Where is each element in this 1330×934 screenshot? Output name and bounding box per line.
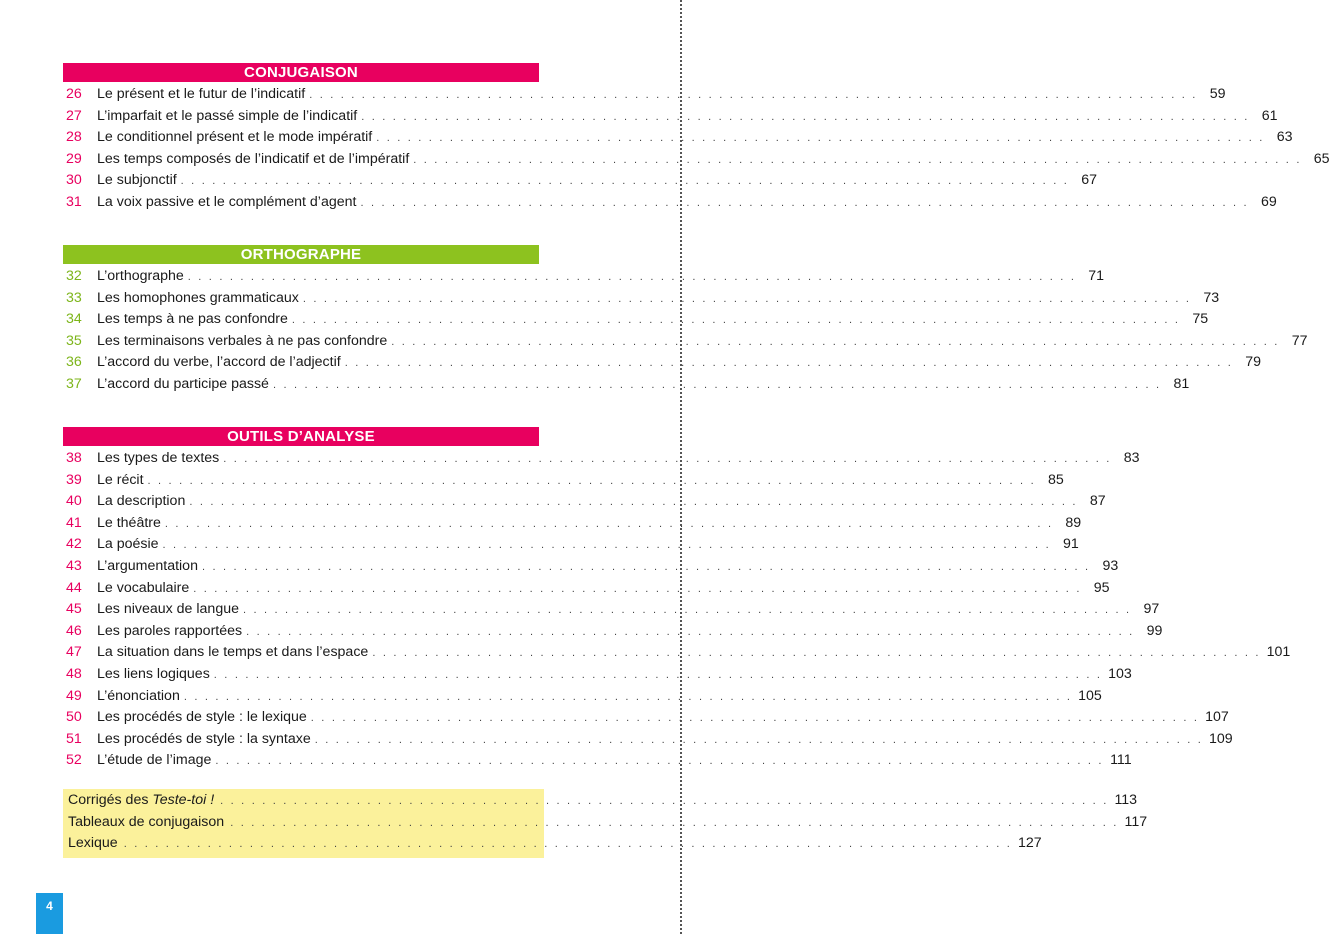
annex-title: Tableaux de conjugaison (68, 813, 225, 830)
entry-title: Les procédés de style : la syntaxe (97, 730, 311, 747)
annex-page: 117 (1124, 813, 1148, 830)
entry-title: Les types de textes (97, 450, 220, 466)
toc-entry[interactable] (63, 149, 1330, 171)
entry-number: 47 (66, 644, 82, 661)
entry-page: 95 (1093, 579, 1110, 596)
dot-leader: . . . . . . . . . . . . . . . . . . . . . . . . . . . . . . . . . . . . . . . . . . . . . . . . . . . . . . . . . . . . . . . . . . . . . . . . . . . . . . . . . . . . . (193, 582, 1082, 595)
annex-title (68, 790, 214, 812)
annex-entry[interactable] (63, 790, 1138, 812)
toc-entry[interactable] (63, 192, 1277, 214)
entry-page: 69 (1260, 193, 1277, 210)
entry-title: La situation dans le temps et dans l’espace (97, 644, 369, 661)
entry-number: 51 (66, 730, 82, 747)
annex-page: 113 (1114, 792, 1138, 808)
entry-page: 77 (1291, 332, 1308, 349)
entry-page: 73 (1203, 289, 1220, 306)
entry-title: Les temps composés de l’indicatif et de l’impératif (97, 150, 410, 167)
entry-title: Le récit (97, 471, 144, 488)
dot-leader: . . . . . . . . . . . . . . . . . . . . . . . . . . . . . . . . . . . . . . . . . . . . . . . . . . . . . . . . . . . . . . . . . . . . . . . . . . . . . . . . . . . . . (183, 690, 1073, 703)
toc-entry[interactable] (63, 127, 1293, 149)
entry-number: 39 (66, 471, 82, 488)
entry-page: 101 (1266, 644, 1291, 661)
dot-leader: . . . . . . . . . . . . . . . . . . . . . . . . . . . . . . . . . . . . . . . . . . . . . . . . . . . . . . . . . . . . . . . . . . . . . . . . . . . . . . . . . . . . . (246, 625, 1135, 638)
dot-leader: . . . . . . . . . . . . . . . . . . . . . . . . . . . . . . . . . . . . . . . . . . . . . . . . . . . . . . . . . . . . . . . . . . . . . . . . . . . . . . . . . . . . . (272, 378, 1162, 391)
entry-page: 93 (1102, 557, 1119, 574)
dot-leader: . . . . . . . . . . . . . . . . . . . . . . . . . . . . . . . . . . . . . . . . . . . . . . . . . . . . . . . . . . . . . . . . . . . . . . . . . . . . . . . . . . . . . (189, 496, 1078, 509)
toc-entry[interactable] (63, 470, 1064, 492)
entry-page: 87 (1089, 493, 1106, 510)
entry-title: Les temps à ne pas confondre (97, 311, 288, 328)
dot-leader: . . . . . . . . . . . . . . . . . . . . . . . . . . . . . . . . . . . . . . . . . . . . . . . . . . . . . . . . . . . . . . . . . . . . . . . . . . . . . . . . . . . . . (162, 539, 1051, 552)
toc-entry[interactable] (63, 621, 1163, 643)
entry-number: 27 (66, 107, 82, 124)
toc-entry[interactable] (63, 578, 1110, 600)
entry-page: 99 (1146, 622, 1163, 639)
toc-entry[interactable] (63, 599, 1160, 621)
toc-entry[interactable] (63, 288, 1220, 310)
entry-number: 37 (66, 375, 82, 392)
entry-title: Les homophones grammaticaux (97, 289, 299, 306)
dot-leader: . . . . . . . . . . . . . . . . . . . . . . . . . . . . . . . . . . . . . . . . . . . . . . . . . . . . . . . . . . . . . . . . . . . . . . . . . . . . . . . . . . . . . (230, 816, 1119, 829)
dot-leader: . . . . . . . . . . . . . . . . . . . . . . . . . . . . . . . . . . . . . . . . . . . . . . . . . . . . . . . . . . . . . . . . . . . . . . . . . . . . . . . . . . . . . (291, 314, 1181, 327)
entry-page: 79 (1245, 354, 1261, 371)
entry-page: 111 (1110, 752, 1132, 769)
entry-number: 45 (66, 601, 82, 618)
entry-title: L’accord du participe passé (97, 375, 269, 392)
toc-entry[interactable] (63, 331, 1308, 353)
entry-title: Les terminaisons verbales à ne pas confondre (97, 332, 388, 349)
dot-leader: . . . . . . . . . . . . . . . . . . . . . . . . . . . . . . . . . . . . . . . . . . . . . . . . . . . . . . . . . . . . . . . . . . . . . . . . . . . . . . . . . . . . . (360, 196, 1249, 209)
entry-number: 42 (66, 536, 82, 553)
entry-page: 67 (1081, 172, 1097, 189)
entry-page: 107 (1205, 709, 1229, 726)
entry-number: 29 (66, 150, 82, 167)
toc-entry[interactable] (63, 106, 1278, 128)
section-header: CONJUGAISON (63, 63, 539, 82)
section-header: ORTHOGRAPHE (63, 245, 539, 264)
entry-number: 26 (66, 86, 82, 102)
entry-title: La poésie (97, 536, 159, 553)
dot-leader: . . . . . . . . . . . . . . . . . . . . . . . . . . . . . . . . . . . . . . . . . . . . . . . . . . . . . . . . . . . . . . . . . . . . . . . . . . . . . . . . . . . . . (164, 517, 1054, 530)
toc-entry[interactable] (63, 266, 1105, 288)
entry-title: L’étude de l’image (97, 752, 212, 769)
entry-number: 40 (66, 493, 82, 510)
entry-number: 31 (66, 193, 82, 210)
dot-leader: . . . . . . . . . . . . . . . . . . . . . . . . . . . . . . . . . . . . . . . . . . . . . . . . . . . . . . . . . . . . . . . . . . . . . . . . . . . . . . . . . . . . . (361, 110, 1250, 123)
entry-page: 59 (1209, 86, 1226, 102)
toc-entry[interactable] (63, 686, 1102, 708)
entry-page: 61 (1261, 107, 1278, 124)
dot-leader: . . . . . . . . . . . . . . . . . . . . . . . . . . . . . . . . . . . . . . . . . . . . . . . . . . . . . . . . . . . . . . . . . . . . . . . . . . . . . . . . . . . . . (180, 175, 1069, 188)
entry-number: 41 (66, 514, 82, 531)
section-orthographe (63, 245, 1308, 396)
annex-box (63, 789, 1148, 858)
entry-page: 91 (1063, 536, 1079, 553)
entry-title: L’imparfait et le passé simple de l’indicatif (97, 107, 358, 124)
entry-title: La voix passive et le complément d’agent (97, 193, 357, 210)
entry-page: 85 (1048, 471, 1064, 488)
dot-leader: . . . . . . . . . . . . . . . . . . . . . . . . . . . . . . . . . . . . . . . . . . . . . . . . . . . . . . . . . . . . . . . . . . . . . . . . . . . . . . . . . . . . . (215, 755, 1104, 768)
entry-number: 44 (66, 579, 82, 596)
dot-leader: . . . . . . . . . . . . . . . . . . . . . . . . . . . . . . . . . . . . . . . . . . . . . . . . . . . . . . . . . . . . . . . . . . . . . . . . . . . . . . . . . . . . . (187, 271, 1077, 283)
entry-title: Le conditionnel présent et le mode impératif (97, 129, 373, 146)
entry-title: Les procédés de style : le lexique (97, 709, 307, 726)
dot-leader: . . . . . . . . . . . . . . . . . . . . . . . . . . . . . . . . . . . . . . . . . . . . . . . . . . . . . . . . . . . . . . . . . . . . . . . . . . . . . . . . . . . . . (413, 153, 1302, 166)
annex-page: 127 (1018, 835, 1042, 852)
entry-number: 32 (66, 268, 82, 284)
toc-entry[interactable] (63, 642, 1291, 664)
section-outils-analyse (63, 427, 1291, 772)
dot-leader: . . . . . . . . . . . . . . . . . . . . . . . . . . . . . . . . . . . . . . . . . . . . . . . . . . . . . . . . . . . . . . . . . . . . . . . . . . . . . . . . . . . . . (309, 89, 1198, 101)
dot-leader: . . . . . . . . . . . . . . . . . . . . . . . . . . . . . . . . . . . . . . . . . . . . . . . . . . . . . . . . . . . . . . . . . . . . . . . . . . . . . . . . . . . . . (344, 357, 1233, 370)
entry-title: Le subjonctif (97, 172, 177, 189)
dot-leader: . . . . . . . . . . . . . . . . . . . . . . . . . . . . . . . . . . . . . . . . . . . . . . . . . . . . . . . . . . . . . . . . . . . . . . . . . . . . . . . . . . . . . (372, 647, 1261, 660)
entry-page: 63 (1276, 129, 1293, 146)
dot-leader: . . . . . . . . . . . . . . . . . . . . . . . . . . . . . . . . . . . . . . . . . . . . . . . . . . . . . . . . . . . . . . . . . . . . . . . . . . . . . . . . . . . . . (310, 712, 1200, 725)
entry-page: 81 (1173, 375, 1190, 392)
dot-leader: . . . . . . . . . . . . . . . . . . . . . . . . . . . . . . . . . . . . . . . . . . . . . . . . . . . . . . . . . . . . . . . . . . . . . . . . . . . . . . . . . . . . . (314, 733, 1204, 746)
dot-leader: . . . . . . . . . . . . . . . . . . . . . . . . . . . . . . . . . . . . . . . . . . . . . . . . . . . . . . . . . . . . . . . . . . . . . . . . . . . . . . . . . . . . . (243, 604, 1132, 617)
dot-leader: . . . . . . . . . . . . . . . . . . . . . . . . . . . . . . . . . . . . . . . . . . . . . . . . . . . . . . . . . . . . . . . . . . . . . . . . . . . . . . . . . . . . . (376, 132, 1265, 145)
toc-entry[interactable] (63, 170, 1097, 192)
dot-leader: . . . . . . . . . . . . . . . . . . . . . . . . . . . . . . . . . . . . . . . . . . . . . . . . . . . . . . . . . . . . . . . . . . . . . . . . . . . . . . . . . . . . . (302, 292, 1192, 305)
entry-title: La description (97, 493, 186, 510)
dot-leader: . . . . . . . . . . . . . . . . . . . . . . . . . . . . . . . . . . . . . . . . . . . . . . . . . . . . . . . . . . . . . . . . . . . . . . . . . . . . . . . . . . . . . (391, 335, 1280, 348)
toc-entry[interactable] (63, 374, 1190, 396)
entry-title: L’accord du verbe, l’accord de l’adjectif (97, 354, 341, 371)
entry-number: 33 (66, 289, 82, 306)
entry-number: 38 (66, 450, 82, 466)
toc-entry[interactable] (63, 664, 1132, 686)
dot-leader: . . . . . . . . . . . . . . . . . . . . . . . . . . . . . . . . . . . . . . . . . . . . . . . . . . . . . . . . . . . . . . . . . . . . . . . . . . . . . . . . . . . . . (123, 838, 1012, 851)
toc-entry[interactable] (63, 84, 1226, 106)
annex-title: Lexique (68, 835, 118, 852)
entry-title: L’énonciation (97, 687, 180, 704)
entry-number: 52 (66, 752, 82, 769)
entry-page: 103 (1108, 665, 1132, 682)
annex-entry[interactable] (63, 833, 1042, 855)
dot-leader: . . . . . . . . . . . . . . . . . . . . . . . . . . . . . . . . . . . . . . . . . . . . . . . . . . . . . . . . . . . . . . . . . . . . . . . . . . . . . . . . . . . . . (147, 474, 1036, 487)
entry-page: 71 (1088, 268, 1105, 284)
entry-title: Les niveaux de langue (97, 601, 239, 618)
entry-page: 109 (1209, 730, 1233, 747)
dot-leader: . . . . . . . . . . . . . . . . . . . . . . . . . . . . . . . . . . . . . . . . . . . . . . . . . . . . . . . . . . . . . . . . . . . . . . . . . . . . . . . . . . . . . (220, 795, 1109, 807)
entry-number: 35 (66, 332, 82, 349)
entry-number: 49 (66, 687, 82, 704)
entry-number: 30 (66, 172, 82, 189)
section-header: OUTILS D’ANALYSE (63, 427, 539, 446)
toc-entry[interactable] (63, 352, 1261, 374)
entry-number: 48 (66, 665, 82, 682)
entry-title: Le présent et le futur de l’indicatif (97, 86, 306, 102)
annex-entry[interactable] (63, 812, 1148, 834)
toc-entry[interactable] (63, 707, 1229, 729)
toc-entry[interactable] (63, 513, 1082, 535)
entry-number: 46 (66, 622, 82, 639)
toc-entry[interactable] (63, 448, 1140, 470)
annex-title-italic: Teste-toi ! (152, 792, 215, 808)
page-number-badge: 4 (36, 893, 63, 934)
entry-title: L’orthographe (97, 268, 184, 284)
toc-entry[interactable] (63, 729, 1233, 751)
toc-entry[interactable] (63, 750, 1132, 772)
toc-entry[interactable] (63, 556, 1119, 578)
entry-number: 28 (66, 129, 82, 146)
toc-entry[interactable] (63, 491, 1106, 513)
entry-title: L’argumentation (97, 557, 198, 574)
entry-number: 50 (66, 709, 82, 726)
annex-title-prefix: Corrigés des (68, 792, 153, 808)
section-conjugaison (63, 63, 1330, 214)
toc-entry[interactable] (63, 534, 1079, 556)
dot-leader: . . . . . . . . . . . . . . . . . . . . . . . . . . . . . . . . . . . . . . . . . . . . . . . . . . . . . . . . . . . . . . . . . . . . . . . . . . . . . . . . . . . . . (213, 668, 1103, 681)
entry-title: Le théâtre (97, 514, 161, 531)
entry-number: 43 (66, 557, 82, 574)
entry-page: 97 (1143, 601, 1160, 618)
dot-leader: . . . . . . . . . . . . . . . . . . . . . . . . . . . . . . . . . . . . . . . . . . . . . . . . . . . . . . . . . . . . . . . . . . . . . . . . . . . . . . . . . . . . . (201, 560, 1091, 573)
entry-page: 75 (1192, 311, 1209, 328)
entry-page: 65 (1313, 150, 1330, 167)
entry-page: 83 (1123, 450, 1140, 466)
entry-number: 36 (66, 354, 82, 371)
entry-page: 105 (1078, 687, 1102, 704)
entry-number: 34 (66, 311, 82, 328)
dot-leader: . . . . . . . . . . . . . . . . . . . . . . . . . . . . . . . . . . . . . . . . . . . . . . . . . . . . . . . . . . . . . . . . . . . . . . . . . . . . . . . . . . . . . (223, 453, 1112, 465)
entry-page: 89 (1065, 514, 1082, 531)
entry-title: Les liens logiques (97, 665, 210, 682)
toc-entry[interactable] (63, 309, 1209, 331)
entry-title: Les paroles rapportées (97, 622, 243, 639)
entry-title: Le vocabulaire (97, 579, 190, 596)
